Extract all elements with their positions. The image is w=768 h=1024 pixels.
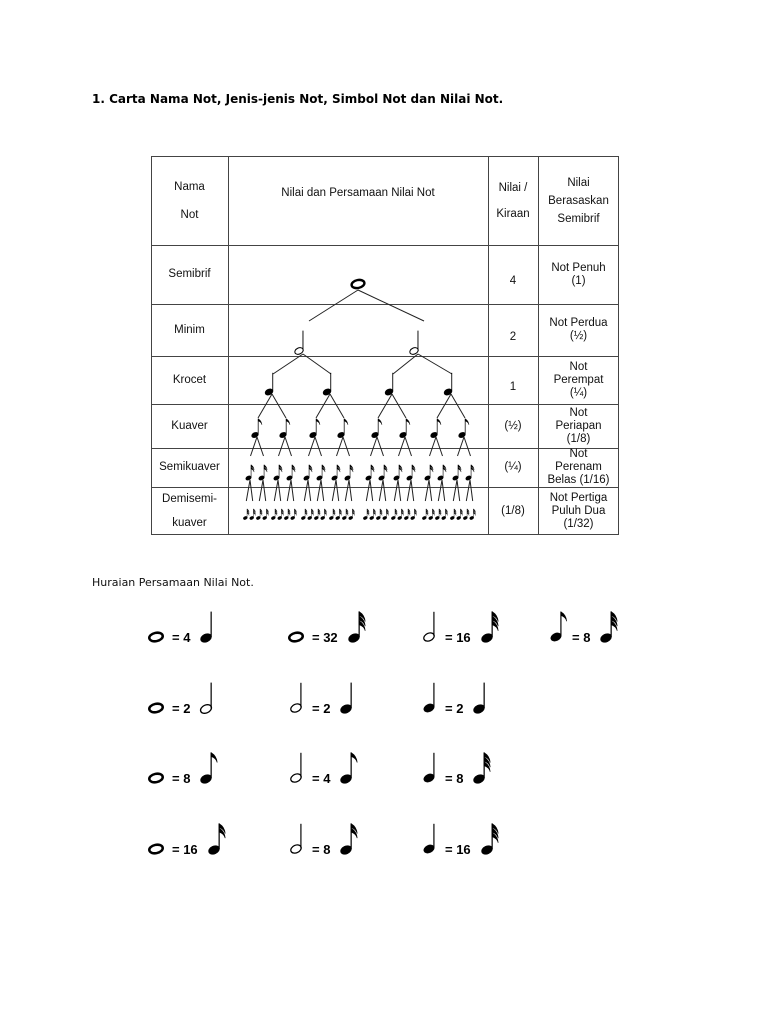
equation-text: = 8 bbox=[445, 771, 464, 786]
row-count-line: 2 bbox=[509, 330, 517, 343]
header-nilai-kiraan-line: Kiraan bbox=[496, 207, 530, 220]
equation-text: = 8 bbox=[172, 771, 191, 786]
crotchet-icon bbox=[339, 683, 353, 715]
equation bbox=[289, 683, 352, 716]
row-relative-value-line: Periapan bbox=[555, 419, 602, 432]
equation bbox=[289, 753, 357, 786]
row-relative-value-line: (1/32) bbox=[563, 517, 594, 530]
equation-text: = 16 bbox=[445, 842, 471, 857]
minim-icon bbox=[422, 612, 435, 643]
quaver-icon bbox=[199, 753, 217, 785]
equation bbox=[148, 824, 225, 857]
row-count-line: 4 bbox=[509, 275, 517, 287]
equation-text: = 2 bbox=[445, 701, 464, 716]
minim-icon bbox=[289, 683, 302, 714]
row-count-line: 1 bbox=[509, 380, 517, 393]
semiquaver-icon bbox=[339, 824, 357, 856]
header-semibrif-value-line: Nilai bbox=[567, 176, 590, 189]
equation bbox=[422, 683, 485, 716]
row-note-name-line: Demisemi- bbox=[162, 493, 217, 505]
equation bbox=[148, 612, 212, 645]
row-relative-value-line: (1) bbox=[571, 274, 586, 287]
crotchet-icon bbox=[422, 753, 435, 784]
equation bbox=[422, 753, 490, 786]
row-note-name-line: Krocet bbox=[172, 373, 207, 386]
row-relative-value-line: Perenam bbox=[555, 461, 602, 473]
equation bbox=[549, 612, 617, 645]
minim-icon bbox=[199, 683, 213, 715]
equation-text: = 2 bbox=[172, 701, 191, 716]
semiquaver-icon bbox=[207, 824, 225, 856]
row-relative-value-line: (¼) bbox=[569, 386, 588, 399]
quaver-icon bbox=[339, 753, 357, 785]
row-relative-value-line: Puluh Dua bbox=[551, 504, 606, 517]
crotchet-icon bbox=[472, 683, 486, 715]
row-note-name-line: kuaver bbox=[172, 517, 207, 529]
equation-text: = 4 bbox=[172, 630, 191, 645]
row-relative-value-line: Not Pertiga bbox=[549, 491, 608, 504]
demisemiquaver-icon bbox=[480, 612, 498, 644]
header-semibrif-value-line: Berasaskan bbox=[548, 194, 609, 207]
semibreve-icon bbox=[148, 632, 163, 643]
crotchet-icon bbox=[199, 612, 213, 644]
equation bbox=[289, 824, 357, 857]
row-relative-value-line: Not bbox=[569, 406, 588, 419]
row-relative-value-line: Perempat bbox=[553, 373, 604, 386]
row-relative-value-line: (1/8) bbox=[566, 432, 591, 445]
equation bbox=[148, 753, 217, 786]
row-relative-value-line: Belas (1/16) bbox=[547, 474, 610, 486]
row-relative-value-line: Not bbox=[569, 360, 588, 373]
header-nama-not-line: Nama bbox=[174, 180, 205, 193]
semibreve-icon bbox=[148, 703, 163, 714]
quaver-icon bbox=[549, 612, 566, 643]
row-relative-value-line: (½) bbox=[569, 330, 588, 342]
semibreve-icon bbox=[148, 773, 163, 784]
minim-icon bbox=[289, 753, 302, 784]
row-count-line: (¼) bbox=[504, 461, 522, 473]
equation bbox=[422, 612, 498, 645]
crotchet-icon bbox=[422, 824, 435, 855]
header-nilai-kiraan-line: Nilai / bbox=[498, 181, 528, 194]
equation bbox=[148, 683, 212, 716]
row-note-name-line: Kuaver bbox=[171, 419, 208, 432]
header-semibrif-value-line: Semibrif bbox=[557, 212, 600, 225]
equation bbox=[288, 612, 365, 645]
row-count-line: (1/8) bbox=[501, 504, 525, 517]
row-note-name-line: Semikuaver bbox=[159, 461, 220, 473]
equation-text: = 8 bbox=[572, 630, 591, 645]
equation-text: = 2 bbox=[312, 701, 331, 716]
semibreve-icon bbox=[288, 632, 303, 643]
equation-text: = 32 bbox=[312, 630, 338, 645]
demisemiquaver-icon bbox=[480, 824, 498, 856]
row-relative-value-line: Not Perdua bbox=[549, 317, 608, 329]
row-note-name-line: Semibrif bbox=[168, 268, 211, 280]
crotchet-icon bbox=[422, 683, 435, 714]
equivalence-heading: Huraian Persamaan Nilai Not. bbox=[92, 576, 254, 589]
demisemiquaver-icon bbox=[347, 612, 365, 644]
equation-text: = 16 bbox=[172, 842, 198, 857]
row-note-name-line: Minim bbox=[174, 323, 205, 336]
page-heading: 1. Carta Nama Not, Jenis-jenis Not, Simbol Not dan Nilai Not. bbox=[92, 92, 504, 106]
equation-text: = 8 bbox=[312, 842, 331, 857]
demisemiquaver-icon bbox=[472, 753, 490, 785]
equation-text: = 4 bbox=[312, 771, 331, 786]
header-nama-not-line: Not bbox=[180, 208, 199, 221]
equation-text: = 16 bbox=[445, 630, 471, 645]
equation bbox=[422, 824, 498, 857]
header-tree-line: Nilai dan Persamaan Nilai Not bbox=[281, 187, 435, 199]
row-count-line: (½) bbox=[504, 419, 522, 432]
row-relative-value-line: Not Penuh bbox=[551, 261, 606, 274]
semibreve-icon bbox=[148, 844, 163, 855]
row-relative-value-line: Not bbox=[569, 448, 588, 460]
minim-icon bbox=[289, 824, 302, 855]
demisemiquaver-icon bbox=[599, 612, 617, 644]
